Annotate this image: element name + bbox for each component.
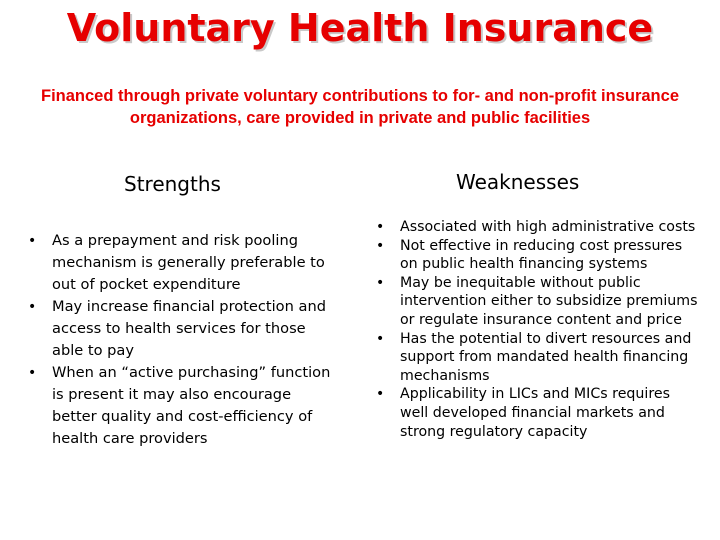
bullet-icon: • [376,219,385,235]
weaknesses-list [376,218,700,441]
bullet-icon: • [28,299,37,315]
weaknesses-item [376,385,700,441]
strengths-heading: Strengths [124,172,221,196]
strengths-item [28,362,332,450]
strengths-list [28,230,332,450]
weaknesses-item [376,274,700,330]
weaknesses-item-text: Not effective in reducing cost pressures on public health financing systems [400,237,683,273]
strengths-item-text: May increase financial protection and access to health services for those able to pay [52,298,326,359]
bullet-icon: • [28,365,37,381]
bullet-icon: • [376,386,385,403]
weaknesses-item [376,218,700,237]
weaknesses-heading: Weaknesses [456,170,580,194]
slide-subtitle: Financed through private voluntary contributions to for- and non-profit insurance organizations, care provided in private and public facilities [40,87,679,127]
bullet-icon: • [28,233,37,249]
bullet-icon: • [376,274,385,291]
weaknesses-item-text: Has the potential to divert resources and support from mandated health financing mechanisms [400,330,692,384]
weaknesses-item-text: May be inequitable without public intervention either to subsidize premiums or regulate insurance content and price [400,274,698,328]
strengths-item [28,230,332,296]
bullet-icon: • [376,237,385,254]
strengths-item-text: As a prepayment and risk pooling mechanism is generally preferable to out of pocket expenditure [52,232,325,293]
slide-title: Voluntary Health Insurance [66,6,654,50]
strengths-item-text: When an “active purchasing” function is present it may also encourage better quality and cost-efficiency of health care providers [52,364,331,447]
weaknesses-item [376,237,700,274]
weaknesses-item-text: Associated with high administrative costs [400,219,696,235]
weaknesses-item [376,330,700,386]
bullet-icon: • [376,330,385,347]
strengths-item [28,296,332,362]
weaknesses-item-text: Applicability in LICs and MICs requires well developed financial markets and strong regulatory capacity [400,386,670,440]
